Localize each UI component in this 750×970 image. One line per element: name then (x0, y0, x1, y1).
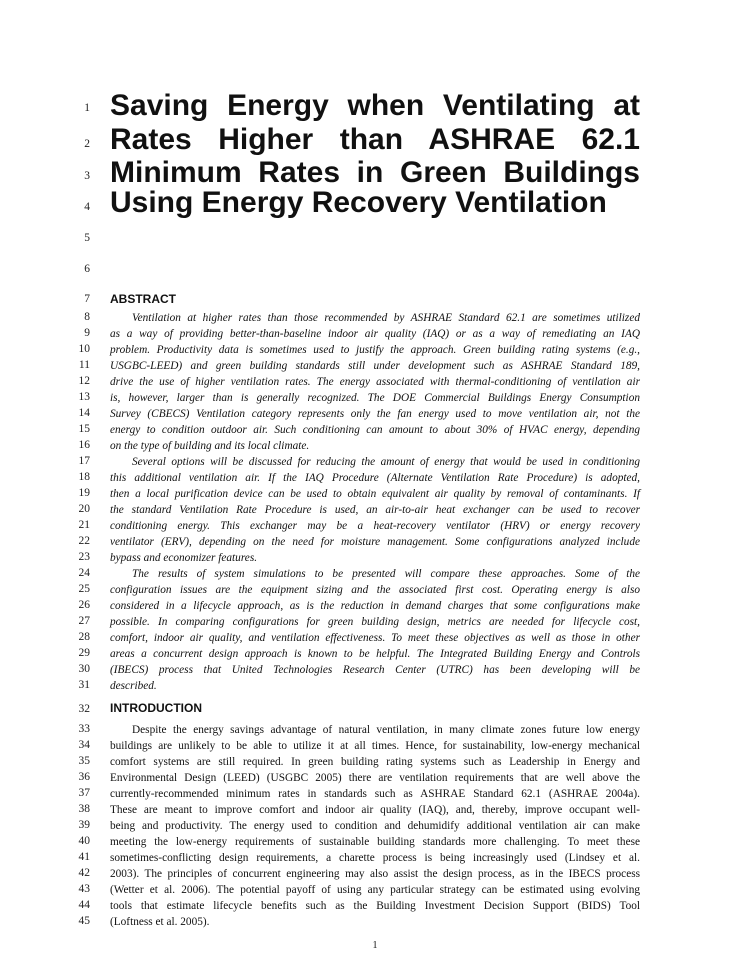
abstract-line: comfort, indoor air quality, and ventilation effectiveness. To meet these objectives as well as those in other (110, 632, 640, 644)
page-number: 1 (372, 940, 378, 951)
abstract-line: problem. Productivity data is sometimes used to justify the approach. Green building rating systems (e.g., (110, 344, 640, 356)
line-number: 36 (78, 771, 90, 783)
line-number: 8 (84, 311, 90, 323)
line-number: 35 (78, 755, 90, 767)
abstract-line: Several options will be discussed for reducing the amount of energy that would be used in conditioning (132, 456, 640, 468)
line-number: 12 (78, 375, 90, 387)
line-number: 39 (78, 819, 90, 831)
abstract-line: configuration issues are the equipment sizing and the associated first cost. Operating energy is also (110, 584, 640, 596)
line-number: 32 (78, 703, 90, 715)
abstract-line: areas a concurrent design approach is known to be helpful. The Integrated Building Energy and Controls (110, 648, 640, 660)
line-number: 31 (78, 679, 90, 691)
abstract-heading: ABSTRACT (110, 292, 176, 306)
line-number: 41 (78, 851, 90, 863)
line-number: 6 (84, 263, 90, 275)
abstract-line: this additional ventilation air. If the IAQ Procedure (Alternate Ventilation Rate Procedure) is adopted, (110, 472, 640, 484)
abstract-line: as a way of providing better-than-baseline indoor air quality (IAQ) or as a way of remediating an IAQ (110, 328, 640, 340)
abstract-line: (IBECS) process that United Technologies Research Center (UTRC) has been developing will be (110, 664, 640, 676)
abstract-line: bypass and economizer features. (110, 552, 258, 564)
introduction-line: sometimes-conflicting design requirements, a charette process is being increasingly used (Lindsey et al. (110, 852, 640, 864)
introduction-heading: INTRODUCTION (110, 701, 202, 715)
line-number: 17 (78, 455, 90, 467)
introduction-line: comfort systems are still required. In green building rating systems such as Leadership in Energy and (110, 756, 640, 768)
line-number: 42 (78, 867, 90, 879)
line-number: 29 (78, 647, 90, 659)
abstract-line: possible. In comparing configurations for green building design, metrics are needed for lifecycle cost, (110, 616, 640, 628)
abstract-line: Ventilation at higher rates than those recommended by ASHRAE Standard 62.1 are sometimes utilized (132, 312, 640, 324)
line-number: 7 (84, 293, 90, 305)
line-number: 28 (78, 631, 90, 643)
introduction-line: (Wetter et al. 2006). The potential payoff of using any particular strategy can be estimated using evolving (110, 884, 640, 896)
introduction-line: (Loftness et al. 2005). (110, 916, 210, 928)
abstract-line: is, however, larger than is generally recognized. The DOE Commercial Buildings Energy Consumption (110, 392, 640, 404)
paper-title-line: Minimum Rates in Green Buildings (110, 156, 640, 189)
line-number: 33 (78, 723, 90, 735)
paper-title-line: Saving Energy when Ventilating at (110, 89, 640, 122)
abstract-line: The results of system simulations to be presented will compare these approaches. Some of the (132, 568, 640, 580)
line-number: 16 (78, 439, 90, 451)
abstract-line: described. (110, 680, 157, 692)
line-number: 27 (78, 615, 90, 627)
abstract-line: considered in a lifecycle approach, as is the reduction in demand charges that some configurations make (110, 600, 640, 612)
abstract-line: on the type of building and its local climate. (110, 440, 310, 452)
introduction-line: buildings are unlikely to be able to utilize it at all times. Hence, for sustainability, low-energy mechanical (110, 740, 640, 752)
introduction-line: These are meant to improve comfort and indoor air quality (IAQ), and, thereby, improve occupant well- (110, 804, 640, 816)
introduction-line: Environmental Design (LEED) (USGBC 2005) there are ventilation requirements that are well above the (110, 772, 640, 784)
line-number: 25 (78, 583, 90, 595)
line-number: 37 (78, 787, 90, 799)
line-number: 34 (78, 739, 90, 751)
line-number: 38 (78, 803, 90, 815)
introduction-line: tools that estimate lifecycle benefits such as the Building Investment Decision Support (BIDS) Tool (110, 900, 640, 912)
line-number: 11 (78, 359, 90, 371)
introduction-line: 2003). The principles of concurrent engineering may also assist the design process, as in the IBECS process (110, 868, 640, 880)
line-number: 3 (84, 170, 90, 182)
line-number: 40 (78, 835, 90, 847)
line-number: 20 (78, 503, 90, 515)
paper-title-line: Using Energy Recovery Ventilation (110, 186, 607, 219)
introduction-line: Despite the energy savings advantage of natural ventilation, in many climate zones future low energy (132, 724, 640, 736)
introduction-line: being and productivity. The energy used to condition and dehumidify additional ventilation air can make (110, 820, 640, 832)
line-number: 13 (78, 391, 90, 403)
abstract-line: the standard Ventilation Rate Procedure is used, an air-to-air heat exchanger can be used to recover (110, 504, 640, 516)
line-number: 30 (78, 663, 90, 675)
abstract-line: then a local purification device can be used to obtain equivalent air quality by removal of contaminants. If (110, 488, 640, 500)
line-number: 21 (78, 519, 90, 531)
introduction-line: meeting the low-energy requirements of sustainable building standards more challenging. To meet these (110, 836, 640, 848)
line-number: 19 (78, 487, 90, 499)
line-number: 9 (84, 327, 90, 339)
paper-title-line: Rates Higher than ASHRAE 62.1 (110, 123, 640, 156)
abstract-line: energy to condition outdoor air. Such conditioning can amount to about 30% of HVAC energy, depending (110, 424, 640, 436)
line-number: 43 (78, 883, 90, 895)
line-number: 10 (78, 343, 90, 355)
line-number: 44 (78, 899, 90, 911)
line-number: 15 (78, 423, 90, 435)
line-number: 2 (84, 138, 90, 150)
line-number: 14 (78, 407, 90, 419)
introduction-line: currently-recommended minimum rates in standards such as ASHRAE Standard 62.1 (ASHRAE 2004a). (110, 788, 640, 800)
line-number: 5 (84, 232, 90, 244)
line-number: 4 (84, 201, 90, 213)
line-number: 26 (78, 599, 90, 611)
line-number: 18 (78, 471, 90, 483)
abstract-line: ventilator (ERV), depending on the need for moisture management. Some configurations analyzed include (110, 536, 640, 548)
abstract-line: Survey (CBECS) Ventilation category represents only the fan energy used to move ventilation air, not the (110, 408, 640, 420)
line-number: 45 (78, 915, 90, 927)
line-number: 22 (78, 535, 90, 547)
line-number: 24 (78, 567, 90, 579)
line-number: 1 (84, 102, 90, 114)
line-number: 23 (78, 551, 90, 563)
abstract-line: conditioning energy. This exchanger may be a heat-recovery ventilator (HRV) or energy recovery (110, 520, 640, 532)
abstract-line: USGBC-LEED) and green building standards still under development such as ASHRAE Standard 189, (110, 360, 640, 372)
abstract-line: drive the use of higher ventilation rates. The energy associated with thermal-conditioning of ventilation air (110, 376, 640, 388)
